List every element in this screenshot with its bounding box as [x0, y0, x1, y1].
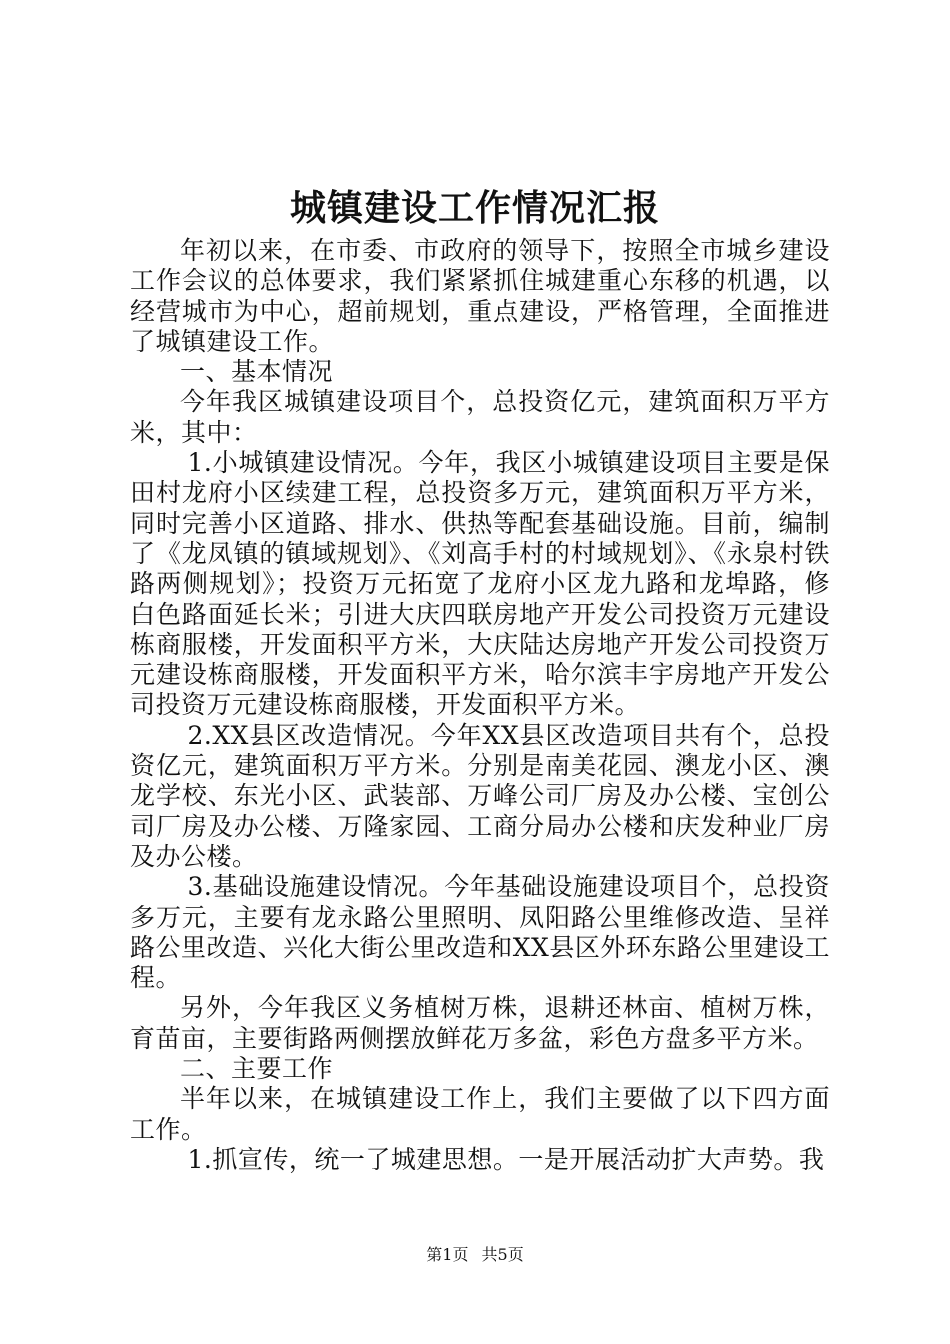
page-footer: [0, 1245, 950, 1265]
section-heading-main-work: 二、主要工作: [180, 1054, 334, 1084]
paragraph-additional: 另外，今年我区义务植树万株，退耕还林亩、植树万株，育苗亩，主要街路两侧摆放鲜花万多盆，彩色方盘多平方米。: [130, 993, 830, 1053]
section-heading-basic: 一、基本情况: [180, 357, 334, 387]
paragraph-item-3: 3.基础设施建设情况。今年基础设施建设项目个，总投资多万元，主要有龙永路公里照明、凤阳路公里维修改造、呈祥路公里改造、兴化大街公里改造和XX县区外环东路公里建设工程。: [130, 872, 830, 993]
paragraph-main-work-intro: 半年以来，在城镇建设工作上，我们主要做了以下四方面工作。: [130, 1084, 830, 1144]
paragraph-intro: 年初以来，在市委、市政府的领导下，按照全市城乡建设工作会议的总体要求，我们紧紧抓住城建重心东移的机遇，以经营城市为中心，超前规划，重点建设，严格管理，全面推进了城镇建设工作。: [130, 236, 830, 356]
page-number: 第1页: [426, 1245, 469, 1264]
paragraph-item-2: 2.XX县区改造情况。今年XX县区改造项目共有个，总投资亿元，建筑面积万平方米。分别是南美花园、澳龙小区、澳龙学校、东光小区、武装部、万峰公司厂房及办公楼、宝创公司厂房及办公楼、万隆家园、工商分局办公楼和庆发种业厂房及办公楼。: [130, 720, 830, 871]
paragraph-overview: 今年我区城镇建设项目个，总投资亿元，建筑面积万平方米，其中：: [130, 387, 830, 447]
document-title: 城镇建设工作情况汇报: [289, 187, 660, 229]
page-total: 共5页: [481, 1245, 524, 1264]
paragraph-item-1: 1.小城镇建设情况。今年，我区小城镇建设项目主要是保田村龙府小区续建工程，总投资多万元，建筑面积万平方米，同时完善小区道路、排水、供热等配套基础设施。目前，编制了《龙凤镇的镇域规划》、《刘高手村的村域规划》、《永泉村铁路两侧规划》；投资万元拓宽了龙府小区龙九路和龙埠路，修白色路面延长米；引进大庆四联房地产开发公司投资万元建设栋商服楼，开发面积平方米，大庆陆达房地产开发公司投资万元建设栋商服楼，开发面积平方米，哈尔滨丰宇房地产开发公司投资万元建设栋商服楼，开发面积平方米。: [130, 448, 830, 720]
document-body: [130, 236, 830, 1175]
paragraph-work-item-1: 1.抓宣传，统一了城建思想。一是开展活动扩大声势。我: [187, 1144, 825, 1174]
